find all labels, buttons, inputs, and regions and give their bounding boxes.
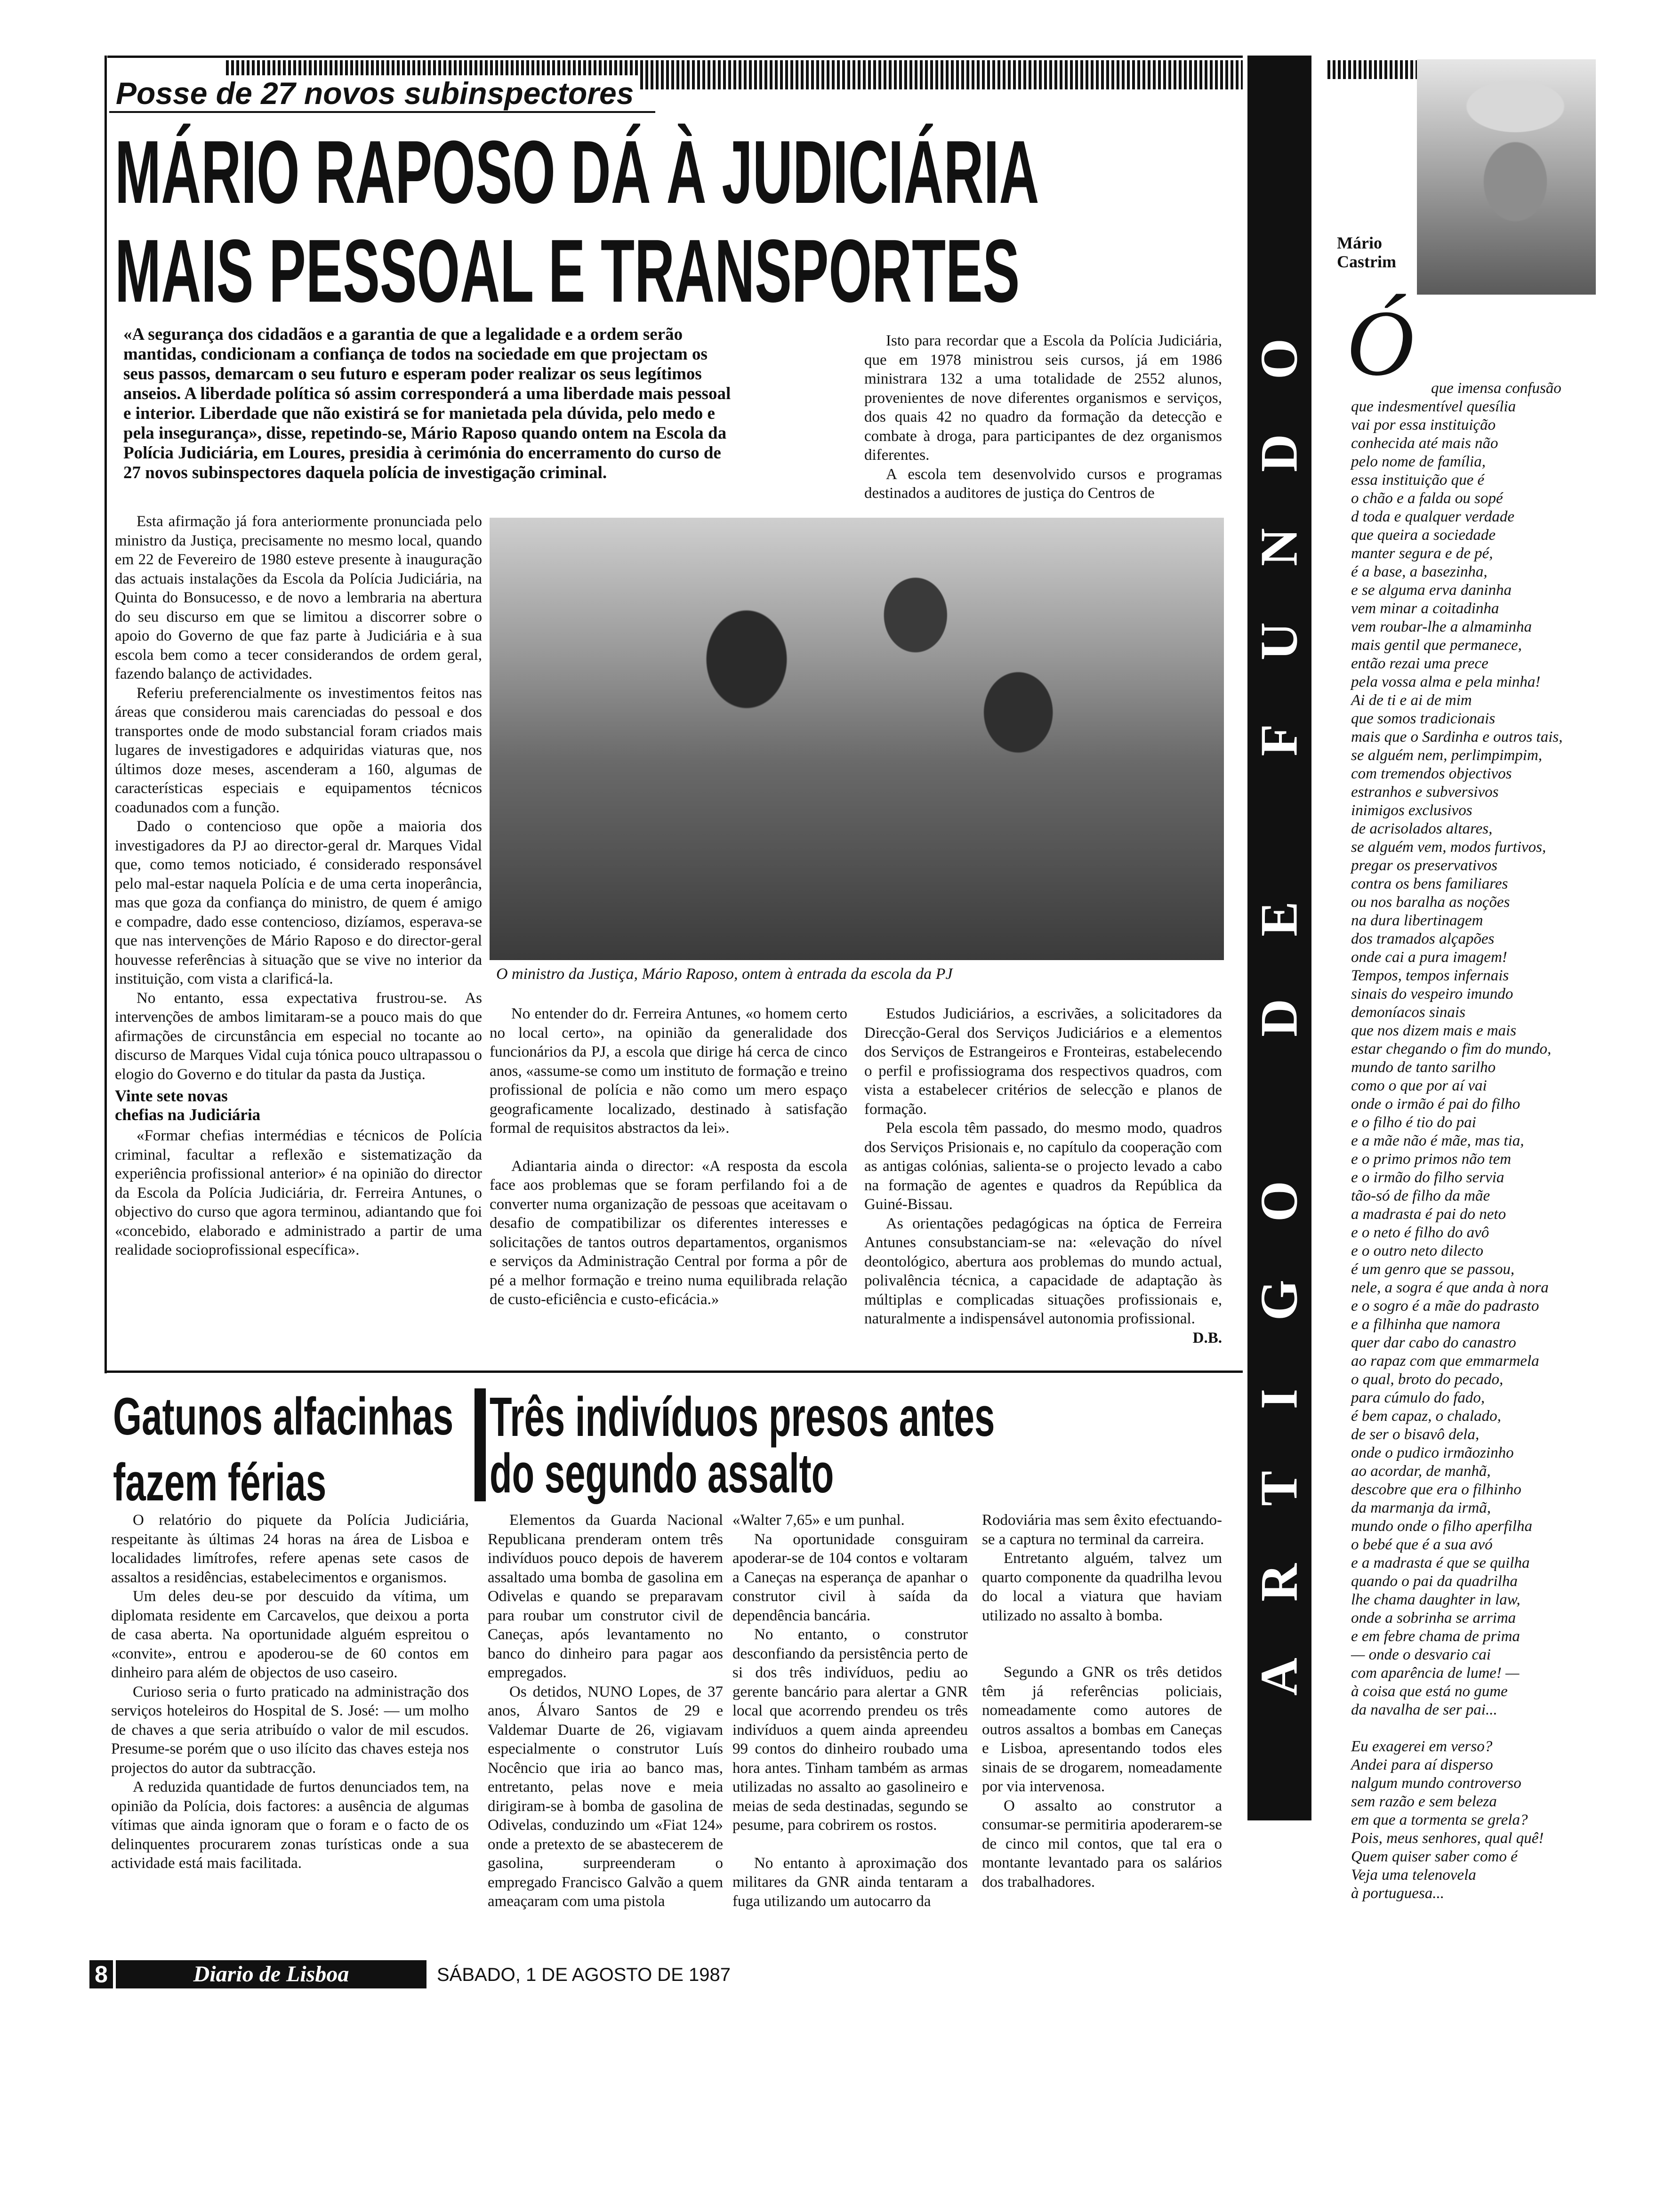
poem-line: Veja uma telenovela	[1351, 1867, 1476, 1883]
kicker-underline	[109, 111, 655, 113]
gatunos-body	[111, 1511, 469, 1873]
vertical-title-letter: A	[1250, 1658, 1309, 1696]
poem-line: e o neto é filho do avô	[1351, 1224, 1489, 1241]
poem-line: nalgum mundo controverso	[1351, 1775, 1521, 1792]
poem-line: demoníacos sinais	[1351, 1004, 1465, 1021]
poem-line: essa instituição que é	[1351, 472, 1485, 489]
poem-line: e o irmão do filho servia	[1351, 1169, 1504, 1186]
poem-line: à coisa que está no gume	[1351, 1683, 1508, 1700]
poem-line: quer dar cabo do canastro	[1351, 1334, 1516, 1351]
paragraph: Adiantaria ainda o director: «A resposta da escola face aos problemas que se foram perfilando foi a de converter numa organização de pessoas que aceitavam o desafio de compatibilizar os diferentes interesses e solicitações de tantos outros departamentos, organismos e serviços da Administração Central por forma a pôr de pé a melhor formação e treino numa equilibrada relação de custo-eficiência e custo-eficácia.»	[490, 1157, 847, 1308]
vertical-title-letter: O	[1250, 1180, 1309, 1222]
tres-column-1	[488, 1511, 723, 1911]
poem-line: onde o irmão é pai do filho	[1351, 1096, 1520, 1113]
tres-side-bar	[475, 1388, 486, 1501]
poem-line: se alguém nem, perlimpimpim,	[1351, 747, 1543, 764]
author-first-name: Mário	[1337, 233, 1382, 252]
poem-line: — onde o desvario cai	[1351, 1646, 1491, 1663]
paragraph: Curioso seria o furto praticado na administração dos serviços hoteleiros do Hospital de S. José: — um molho de chaves a que seria atribuído o valor de mil escudos. Presume-se porém que o uso ilícito das chaves esteja nos projectos do autor da subtracção.	[111, 1683, 469, 1777]
paragraph: «Formar chefias intermédias e técnicos de Polícia criminal, facultar a reflexão e sistematização da experiência profissional anterior» é na opinião do director da Escola da Polícia Judiciária, dr. Ferreira Antunes, o objectivo do curso que agora terminou, adiantando que foi «concebido, elaborado e administrado a partir de uma realidade socioprofissional específica».	[115, 1127, 482, 1258]
paragraph: Esta afirmação já fora anteriormente pronunciada pelo ministro da Justiça, precisamente no mesmo local, quando em 22 de Fevereiro de 1980 esteve presente à inauguração das actuais instalações da Escola da Polícia Judiciária, na Quinta do Bonsucesso, e de novo a lembraria na abertura do seu discurso em que se limitou a discorrer sobre o apoio do Governo de que faz parte à Judiciária e à sua escola bem como a tecer considerandos de ordem geral, fazendo balanço de actividades.	[115, 513, 482, 682]
poem-line: com aparência de lume! —	[1351, 1665, 1520, 1682]
vertical-title-letter: D	[1250, 434, 1309, 472]
poem-line: é bem capaz, o chalado,	[1351, 1408, 1501, 1425]
poem-line: então rezai uma prece	[1351, 655, 1488, 672]
poem-line: como o que por aí vai	[1351, 1077, 1487, 1094]
subheading: Vinte sete novas chefias na Judiciária	[115, 1087, 261, 1124]
poem-line: Andei para aí disperso	[1351, 1756, 1493, 1773]
poem-line: vem roubar-lhe a almaminha	[1351, 618, 1532, 635]
issue-date: SÁBADO, 1 DE AGOSTO DE 1987	[437, 1964, 731, 1985]
paragraph: No entanto, essa expectativa frustrou-se. As intervenções de ambos limitaram-se a pouco mais do que afirmações de circunstância em especial no tocante ao discurso de Marques Vidal cuja tónica pouco ultrapassou o elogio do Governo e do titular da pasta da Justiça.	[115, 989, 482, 1083]
paragraph: A reduzida quantidade de furtos denunciados tem, na opinião da Polícia, dois factores: a ausência de algumas vítimas que ainda ignoram que o foram e o facto de os delinquentes procurarem zonas turísticas onde a sua actividade está mais facilitada.	[111, 1779, 469, 1872]
poem-line: contra os bens familiares	[1351, 875, 1508, 892]
poem-line: Quem quiser saber como é	[1351, 1848, 1518, 1865]
poem-line: tão-só de filho da mãe	[1351, 1187, 1490, 1204]
vertical-title-letter: D	[1250, 999, 1309, 1037]
paragraph: Isto para recordar que a Escola da Polícia Judiciária, que em 1978 ministrou seis cursos, já em 1986 ministrara 132 a uma totalidade de 2552 alunos, provenientes de nove diferentes organismos e serviços, dos quais 42 no quadro da formação da detecção e combate à droga, para participantes de dez organismos diferentes.	[864, 332, 1222, 464]
main-article-border-bottom	[105, 1370, 1243, 1373]
poem-line: manter segura e de pé,	[1351, 545, 1493, 562]
paragraph: Os detidos, NUNO Lopes, de 37 anos, Álvaro Santos de 29 e Valdemar Duarte de 26, vigiavam especialmente o construtor Luís Nocêncio que iria ao banco mas, entretanto, pelas nove e meia dirigiram-se à bomba de gasolina de Odivelas, conduzindo um «Fiat 124» onde a pretexto de se abastecerem de gasolina, surpreenderam o empregado Francisco Galvão a quem ameaçaram com uma pistola	[488, 1683, 723, 1910]
paragraph: Elementos da Guarda Nacional Republicana prenderam ontem três indivíduos pouco depois de haverem assaltado uma bomba de gasolina em Odivelas e quando se preparavam para roubar um construtor civil de Caneças, após levantamento no banco do dinheiro para pagar aos empregados.	[488, 1512, 723, 1681]
poem-line: que queira a sociedade	[1351, 527, 1496, 544]
poem-line: estar chegando o fim do mundo,	[1351, 1041, 1552, 1058]
poem-line: ou nos baralha as noções	[1351, 894, 1510, 911]
column-right-bottom	[864, 1004, 1222, 1347]
poem-line: a madrasta é pai do neto	[1351, 1206, 1506, 1223]
poem-line: que indesmentível quesília	[1351, 398, 1516, 415]
poem-line: dos tramados alçapões	[1351, 930, 1495, 947]
column-middle	[490, 1004, 847, 1309]
gatunos-headline-line-2: fazem férias	[113, 1453, 327, 1512]
paragraph: As orientações pedagógicas na óptica de Ferreira Antunes consubstanciam-se na: «elevação do nível deontológico, abertura aos problemas do mundo actual, polivalência técnica, a capacidade de adaptação às múltiplas e complicadas situações profissionais e, naturalmente a indispensável autonomia profissional.	[864, 1215, 1222, 1327]
poem-line: que imensa confusão	[1431, 380, 1561, 397]
paragraph: Pela escola têm passado, do mesmo modo, quadros dos Serviços Prisionais e, no capítulo da cooperação com as antigas colónias, salienta-se o projecto levado a cabo na formação de agentes e quadros da República da Guiné-Bissau.	[864, 1120, 1222, 1213]
vertical-title-letter: U	[1250, 622, 1309, 660]
photo-caption: O ministro da Justiça, Mário Raposo, ontem à entrada da escola da PJ	[496, 965, 953, 983]
poem-line: e a madrasta é que se quilha	[1351, 1555, 1530, 1571]
poem-line: quando o pai da quadrilha	[1351, 1573, 1518, 1590]
poem-line: para cúmulo do fado,	[1351, 1389, 1485, 1406]
vertical-title-letter: I	[1250, 1388, 1309, 1410]
poem-line: o qual, broto do pecado,	[1351, 1371, 1504, 1388]
poem-line: pela vossa alma e pela minha!	[1351, 673, 1541, 690]
headline-line-1: MÁRIO RAPOSO DÁ À JUDICIÁRIA	[115, 122, 1039, 222]
tres-column-3	[982, 1511, 1222, 1891]
vertical-title-letter: O	[1250, 338, 1309, 380]
poem-line: em que a tormenta se grela?	[1351, 1811, 1528, 1828]
poem-line: e o outro neto dilecto	[1351, 1242, 1484, 1259]
vertical-title-letter: F	[1250, 724, 1309, 756]
tres-column-2	[732, 1511, 968, 1911]
vertical-title-letter: N	[1250, 528, 1309, 566]
gatunos-headline-line-1: Gatunos alfacinhas	[113, 1387, 454, 1446]
tres-headline-line-2: do segundo assalto	[490, 1443, 834, 1505]
poem-line: da navalha de ser pai...	[1351, 1701, 1497, 1718]
main-article-border-top	[107, 56, 1243, 58]
author-portrait	[1417, 59, 1596, 295]
poem-line: Eu exagerei em verso?	[1351, 1738, 1493, 1755]
author-last-name: Castrim	[1337, 252, 1396, 271]
poem-line: ao acordar, de manhã,	[1351, 1463, 1491, 1480]
paragraph: «Walter 7,65» e um punhal.	[732, 1512, 905, 1529]
poem-line: pelo nome de família,	[1351, 453, 1486, 470]
poem-line: vem minar a coitadinha	[1351, 600, 1499, 617]
column-tick-rule	[1327, 60, 1422, 79]
paragraph: No entanto, o construtor desconfiando da persistência perto de si dos três indivíduos, pediu ao gerente bancário para alertar a GNR local que acorrendo prendeu os três indivíduos a quem ainda apreendeu 99 contos do dinheiro roubado uma hora antes. Tinham também as armas utilizadas no assalto ao gasolineiro e meias de seda destinadas, segundo se pesume, para cobrirem os rostos.	[732, 1626, 968, 1834]
poem-line: da marmanja da irmã,	[1351, 1499, 1491, 1516]
poem-line: Pois, meus senhores, qual quê!	[1351, 1830, 1544, 1847]
poem-line: lhe chama daughter in law,	[1351, 1591, 1520, 1608]
paragraph: Entretanto alguém, talvez um quarto componente da quadrilha levou do local a viatura que haviam utilizado no assalto à bomba.	[982, 1550, 1222, 1624]
tres-headline-line-1: Três indivíduos presos antes	[490, 1386, 995, 1448]
news-photo	[490, 518, 1224, 960]
vertical-title-letter: G	[1250, 1279, 1309, 1321]
poem-line: com tremendos objectivos	[1351, 765, 1512, 782]
vertical-title-letter: E	[1250, 901, 1309, 937]
poem-line: inimigos exclusivos	[1351, 802, 1472, 819]
poem-line: vai por essa instituição	[1351, 417, 1496, 433]
poem-line: sinais do vespeiro imundo	[1351, 986, 1513, 1002]
headline-line-2: MAIS PESSOAL E TRANSPORTES	[115, 221, 1020, 321]
paragraph: Dado o contencioso que opõe a maioria dos investigadores da PJ ao director-geral dr. Marques Vidal que, como temos noticiado, é considerado responsável pelo mal-estar naquela Polícia e de uma certa inoperância, mas que goza da confiança do ministro, de quem é amigo e compadre, dado esse contencioso, dizíamos, esperava-se que nas intervenções de Mário Raposo e do director-geral houvesse referências à situação que se vive no interior da instituição, com vista a clarificá-la.	[115, 818, 482, 987]
drop-cap: Ó	[1346, 291, 1415, 395]
poem-line: mais gentil que permanece,	[1351, 637, 1522, 654]
lead-paragraph: «A segurança dos cidadãos e a garantia de que a legalidade e a ordem serão mantidas, condicionam a confiança de todos na sociedade em que projectam os seus passos, demarcam o seu futuro e esperam poder realizar os seus legítimos anseios. A liberdade política só assim corresponderá a uma liberdade mais pessoal e interior. Liberdade que não existirá se for manietada pela dúvida, pelo medo e pela insegurança», disse, repetindo-se, Mário Raposo quando ontem na Escola da Polícia Judiciária, em Loures, presidia à cerimónia do encerramento do curso de 27 novos subinspectores daquela polícia de investigação criminal.	[123, 325, 731, 482]
paragraph: Segundo a GNR os três detidos têm já referências policiais, nomeadamente como autores de outros assaltos a bombas em Caneças e Lisboa, apresentando todos eles sinais de se drogarem, nomeadamente por via intervenosa.	[982, 1664, 1222, 1795]
poem-line: de acrisolados altares,	[1351, 820, 1493, 837]
paragraph: O assalto ao construtor a consumar-se permitiria apoderarem-se de cinco mil contos, que tal era o montante levantado para os salários dos trabalhadores.	[982, 1797, 1222, 1891]
poem-line: que somos tradicionais	[1351, 710, 1496, 727]
poem-line: e a filhinha que namora	[1351, 1316, 1501, 1333]
vertical-title-bar	[1247, 56, 1311, 1820]
poem-line: e em febre chama de prima	[1351, 1628, 1520, 1645]
poem-line: e se alguma erva daninha	[1351, 582, 1512, 599]
main-article-border-left	[105, 56, 107, 1373]
poem-line: Tempos, tempos infernais	[1351, 967, 1509, 984]
poem-line: o chão e a falda ou sopé	[1351, 490, 1503, 507]
poem-line: de ser o bisavô dela,	[1351, 1426, 1480, 1443]
paragraph: Rodoviária mas sem êxito efectuando-se a captura no terminal da carreira.	[982, 1512, 1222, 1548]
poem	[1351, 379, 1596, 1903]
kicker: Posse de 27 novos subinspectores	[116, 75, 640, 111]
column-left	[115, 512, 482, 1260]
poem-line: e a mãe não é mãe, mas tia,	[1351, 1132, 1524, 1149]
paragraph: Referiu preferencialmente os investimentos feitos nas áreas que considerou mais carenciadas do pessoal e dos transportes onde de modo substancial foram criados mais lugares de investigadores e adquiridas viaturas que, nos últimos doze meses, ascenderam a 160, algumas de características especiais e equipamentos técnicos coadunados com a função.	[115, 684, 482, 816]
poem-line: o bebé que é a sua avó	[1351, 1536, 1493, 1553]
poem-line: mundo onde o filho aperfilha	[1351, 1518, 1532, 1535]
paragraph: A escola tem desenvolvido cursos e programas destinados a auditores de justiça do Centros de	[864, 465, 1222, 502]
poem-line: e o filho é tio do pai	[1351, 1114, 1476, 1131]
poem-line: ao rapaz com que emmarmela	[1351, 1353, 1539, 1370]
poem-line: estranhos e subversivos	[1351, 784, 1499, 801]
vertical-title-letter: R	[1250, 1563, 1309, 1602]
page-number: 8	[89, 1960, 113, 1988]
poem-line: à portuguesa...	[1351, 1885, 1444, 1902]
poem-line: Ai de ti e ai de mim	[1351, 692, 1472, 709]
paragraph: No entanto à aproximação dos militares da GNR ainda tentaram a fuga utilizando um autocarro da	[732, 1854, 968, 1910]
poem-line: mais que o Sardinha e outros tais,	[1351, 729, 1563, 745]
poem-line: que nos dizem mais e mais	[1351, 1022, 1517, 1039]
poem-line	[1351, 1719, 1596, 1738]
poem-line: conhecida até mais não	[1351, 435, 1498, 452]
paragraph: Um deles deu-se por descuido da vítima, um diplomata residente em Carcavelos, que deixou a porta de casa aberta. Na oportunidade alguém espreitou o «convite», entrou e apoderou-se de 60 contos em dinheiro para além de objectos de uso caseiro.	[111, 1588, 469, 1681]
paragraph: No entender do dr. Ferreira Antunes, «o homem certo no local certo», na opinião da generalidade dos funcionários da PJ, a escola que dirige há cerca de cinco anos, «assume-se como um instituto de formação e treino profissional de polícia e não como um mero espaço geograficamente localizado, destinado à satisfação formal de requisitos abstractos da lei».	[490, 1005, 847, 1137]
poem-line: d toda e qualquer verdade	[1351, 508, 1515, 525]
poem-line: nele, a sogra é que anda à nora	[1351, 1279, 1549, 1296]
poem-line: onde o pudico irmãozinho	[1351, 1444, 1514, 1461]
poem-line: se alguém vem, modos furtivos,	[1351, 839, 1546, 856]
poem-line: descobre que era o filhinho	[1351, 1481, 1521, 1498]
poem-line: e o primo primos não tem	[1351, 1151, 1512, 1168]
poem-line: é um genro que se passou,	[1351, 1261, 1515, 1278]
poem-line: é a base, a basezinha,	[1351, 563, 1488, 580]
paragraph: Na oportunidade consguiram apoderar-se de 104 contos e voltaram a Caneças na esperança de apanhar o construtor civil à saída da dependência bancária.	[732, 1531, 968, 1624]
poem-line: e o sogro é a mãe do padrasto	[1351, 1298, 1539, 1314]
column-right-top	[864, 331, 1222, 503]
signature: D.B.	[1192, 1329, 1222, 1346]
poem-line: na dura libertinagem	[1351, 912, 1483, 929]
poem-line: onde a sobrinha se arrima	[1351, 1610, 1516, 1627]
paragraph: O relatório do piquete da Polícia Judiciária, respeitante às últimas 24 horas na área de Lisboa e localidades limítrofes, refere apenas sete casos de assaltos a residências, estabelecimentos e organismos.	[111, 1512, 469, 1586]
vertical-title-letter: T	[1250, 1471, 1309, 1506]
paragraph: Estudos Judiciários, a escrivães, a solicitadores da Direcção-Geral dos Serviços Judiciários e a elementos dos Serviços de Estrangeiros e Fronteiras, estabelecendo o perfil e profissiograma dos respectivos quadros, com vista a estabelecer critérios de selecção e planos de formação.	[864, 1005, 1222, 1118]
poem-line: onde cai a pura imagem!	[1351, 949, 1507, 966]
vertical-title	[1247, 56, 1311, 1820]
poem-line: mundo de tanto sarilho	[1351, 1059, 1496, 1076]
masthead: Diario de Lisboa	[116, 1960, 426, 1988]
poem-line: pregar os preservativos	[1351, 857, 1498, 874]
poem-line: sem razão e sem beleza	[1351, 1793, 1497, 1810]
